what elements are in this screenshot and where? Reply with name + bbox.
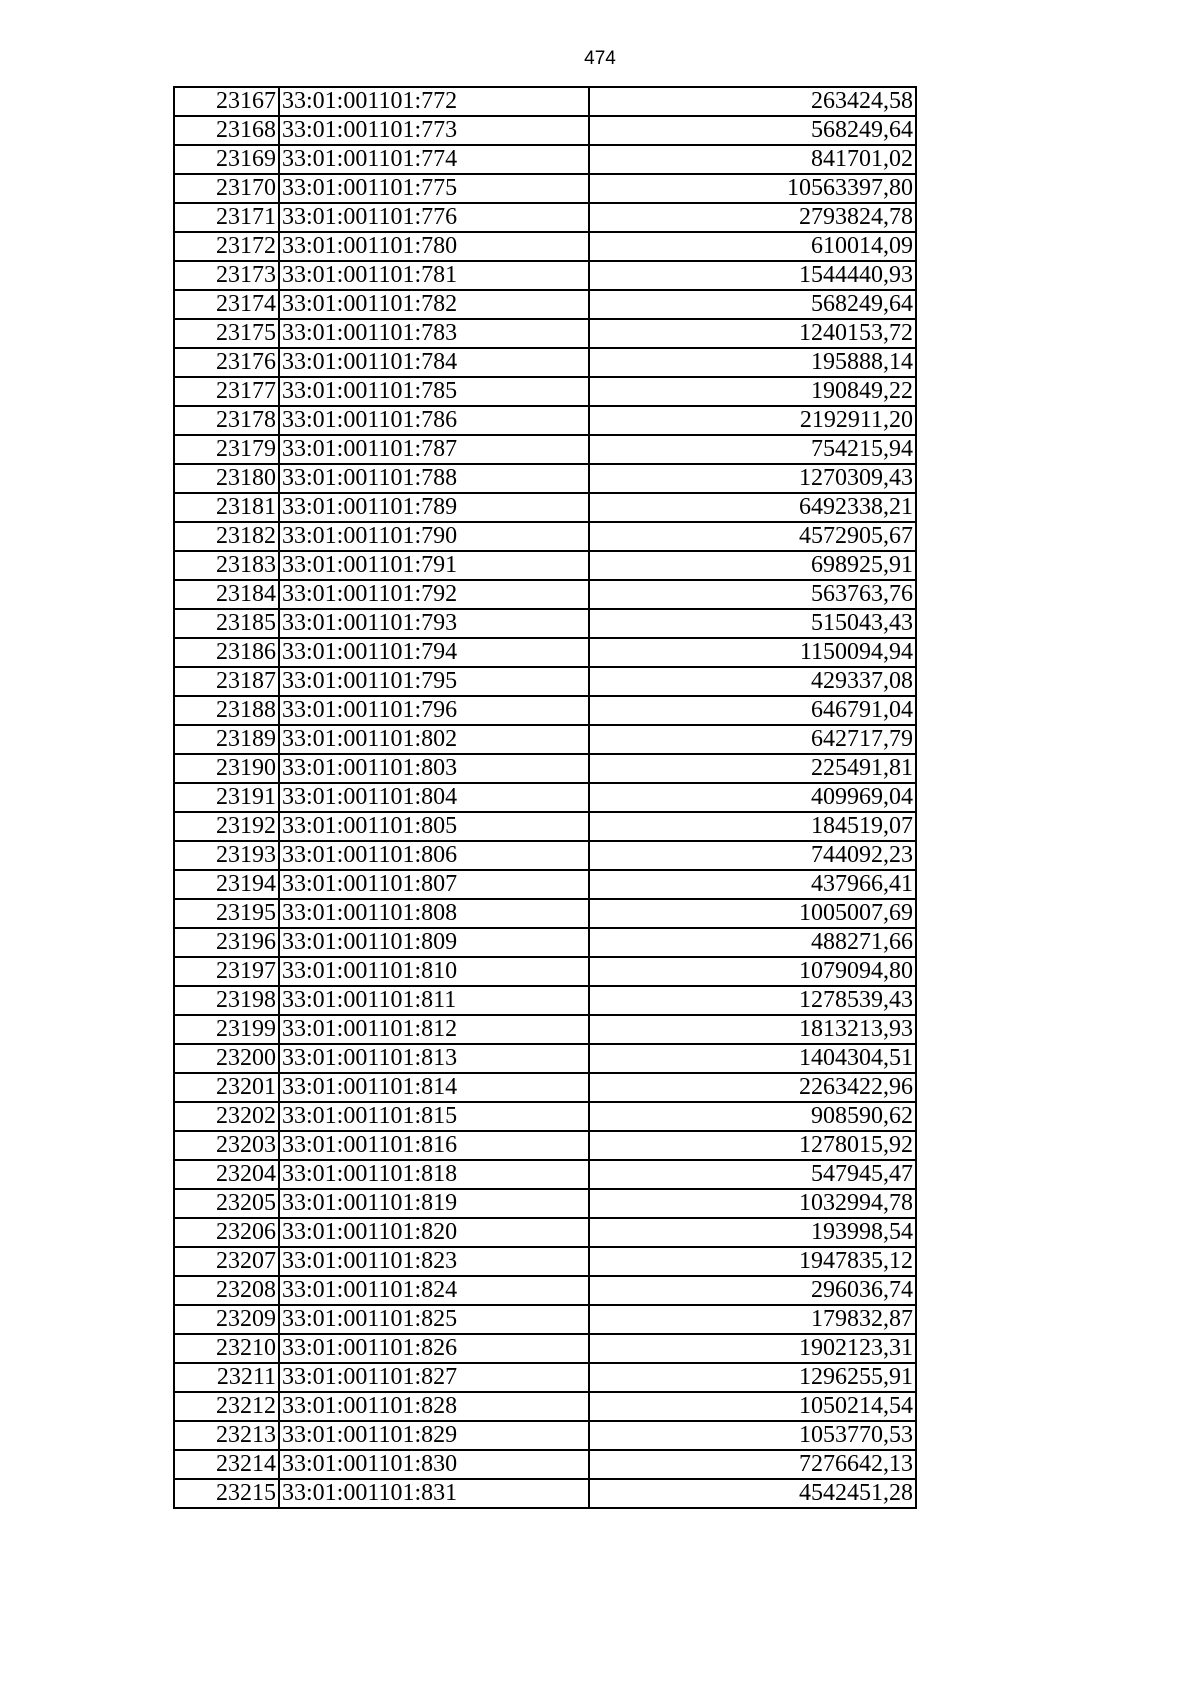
cadastral-value: 1278539,43 — [589, 986, 916, 1015]
row-number: 23203 — [174, 1131, 279, 1160]
table-row — [174, 1247, 916, 1276]
cadastral-value: 547945,47 — [589, 1160, 916, 1189]
cadastral-value: 1079094,80 — [589, 957, 916, 986]
cadastral-value: 1278015,92 — [589, 1131, 916, 1160]
cadastral-number: 33:01:001101:814 — [279, 1073, 589, 1102]
cadastral-value: 4572905,67 — [589, 522, 916, 551]
cadastral-number: 33:01:001101:816 — [279, 1131, 589, 1160]
cadastral-number: 33:01:001101:776 — [279, 203, 589, 232]
table-row — [174, 1131, 916, 1160]
cadastral-value: 296036,74 — [589, 1276, 916, 1305]
cadastral-value: 1005007,69 — [589, 899, 916, 928]
cadastral-value: 7276642,13 — [589, 1450, 916, 1479]
cadastral-value: 429337,08 — [589, 667, 916, 696]
table-row — [174, 145, 916, 174]
cadastral-number: 33:01:001101:811 — [279, 986, 589, 1015]
table-row — [174, 870, 916, 899]
cadastral-value: 10563397,80 — [589, 174, 916, 203]
cadastral-value: 184519,07 — [589, 812, 916, 841]
cadastral-number: 33:01:001101:826 — [279, 1334, 589, 1363]
table-row — [174, 638, 916, 667]
cadastral-value: 193998,54 — [589, 1218, 916, 1247]
cadastral-number: 33:01:001101:788 — [279, 464, 589, 493]
table-row — [174, 1334, 916, 1363]
row-number: 23195 — [174, 899, 279, 928]
table-row — [174, 667, 916, 696]
cadastral-value: 841701,02 — [589, 145, 916, 174]
cadastral-value: 195888,14 — [589, 348, 916, 377]
cadastral-number: 33:01:001101:784 — [279, 348, 589, 377]
table-row — [174, 87, 916, 116]
table-row — [174, 841, 916, 870]
table-row — [174, 1479, 916, 1508]
row-number: 23198 — [174, 986, 279, 1015]
cadastral-number: 33:01:001101:789 — [279, 493, 589, 522]
row-number: 23183 — [174, 551, 279, 580]
table-row — [174, 1044, 916, 1073]
table-row — [174, 1363, 916, 1392]
table-row — [174, 551, 916, 580]
cadastral-number: 33:01:001101:786 — [279, 406, 589, 435]
cadastral-number: 33:01:001101:825 — [279, 1305, 589, 1334]
table-row — [174, 522, 916, 551]
cadastral-value: 1240153,72 — [589, 319, 916, 348]
cadastral-value: 1270309,43 — [589, 464, 916, 493]
cadastral-number: 33:01:001101:830 — [279, 1450, 589, 1479]
row-number: 23209 — [174, 1305, 279, 1334]
row-number: 23175 — [174, 319, 279, 348]
cadastral-value: 1902123,31 — [589, 1334, 916, 1363]
cadastral-number: 33:01:001101:783 — [279, 319, 589, 348]
cadastral-number: 33:01:001101:772 — [279, 87, 589, 116]
cadastral-value: 754215,94 — [589, 435, 916, 464]
cadastral-number: 33:01:001101:827 — [279, 1363, 589, 1392]
cadastral-number: 33:01:001101:795 — [279, 667, 589, 696]
cadastral-number: 33:01:001101:808 — [279, 899, 589, 928]
row-number: 23168 — [174, 116, 279, 145]
cadastral-number: 33:01:001101:796 — [279, 696, 589, 725]
row-number: 23212 — [174, 1392, 279, 1421]
table-row — [174, 812, 916, 841]
row-number: 23194 — [174, 870, 279, 899]
cadastral-number: 33:01:001101:829 — [279, 1421, 589, 1450]
cadastral-number: 33:01:001101:787 — [279, 435, 589, 464]
row-number: 23191 — [174, 783, 279, 812]
row-number: 23170 — [174, 174, 279, 203]
row-number: 23207 — [174, 1247, 279, 1276]
cadastral-value: 263424,58 — [589, 87, 916, 116]
row-number: 23181 — [174, 493, 279, 522]
table-row — [174, 232, 916, 261]
row-number: 23186 — [174, 638, 279, 667]
row-number: 23196 — [174, 928, 279, 957]
cadastral-number: 33:01:001101:831 — [279, 1479, 589, 1508]
cadastral-number: 33:01:001101:815 — [279, 1102, 589, 1131]
cadastral-value: 1050214,54 — [589, 1392, 916, 1421]
cadastral-value: 744092,23 — [589, 841, 916, 870]
table-row — [174, 464, 916, 493]
cadastral-number: 33:01:001101:782 — [279, 290, 589, 319]
cadastral-value: 1296255,91 — [589, 1363, 916, 1392]
row-number: 23192 — [174, 812, 279, 841]
table-row — [174, 203, 916, 232]
cadastral-value: 190849,22 — [589, 377, 916, 406]
cadastral-value: 1813213,93 — [589, 1015, 916, 1044]
cadastral-value: 908590,62 — [589, 1102, 916, 1131]
cadastral-number: 33:01:001101:775 — [279, 174, 589, 203]
cadastral-number: 33:01:001101:810 — [279, 957, 589, 986]
table-row — [174, 348, 916, 377]
cadastral-number: 33:01:001101:805 — [279, 812, 589, 841]
table-row — [174, 725, 916, 754]
cadastral-value: 610014,09 — [589, 232, 916, 261]
cadastral-value: 568249,64 — [589, 116, 916, 145]
table-row — [174, 1392, 916, 1421]
table-row — [174, 696, 916, 725]
row-number: 23214 — [174, 1450, 279, 1479]
table-row — [174, 754, 916, 783]
cadastral-number: 33:01:001101:819 — [279, 1189, 589, 1218]
cadastral-value: 1150094,94 — [589, 638, 916, 667]
row-number: 23206 — [174, 1218, 279, 1247]
cadastral-number: 33:01:001101:793 — [279, 609, 589, 638]
cadastral-value: 1053770,53 — [589, 1421, 916, 1450]
table-row — [174, 1073, 916, 1102]
cadastral-value: 698925,91 — [589, 551, 916, 580]
row-number: 23173 — [174, 261, 279, 290]
table-row — [174, 1421, 916, 1450]
cadastral-value: 642717,79 — [589, 725, 916, 754]
cadastral-number: 33:01:001101:790 — [279, 522, 589, 551]
cadastral-number: 33:01:001101:803 — [279, 754, 589, 783]
cadastral-number: 33:01:001101:780 — [279, 232, 589, 261]
table-row — [174, 1189, 916, 1218]
cadastral-value: 6492338,21 — [589, 493, 916, 522]
row-number: 23208 — [174, 1276, 279, 1305]
row-number: 23202 — [174, 1102, 279, 1131]
row-number: 23182 — [174, 522, 279, 551]
row-number: 23187 — [174, 667, 279, 696]
cadastral-number: 33:01:001101:804 — [279, 783, 589, 812]
page-number: 474 — [584, 48, 616, 69]
cadastral-value-table — [173, 86, 917, 1509]
row-number: 23176 — [174, 348, 279, 377]
row-number: 23193 — [174, 841, 279, 870]
cadastral-number: 33:01:001101:781 — [279, 261, 589, 290]
row-number: 23172 — [174, 232, 279, 261]
cadastral-value: 646791,04 — [589, 696, 916, 725]
cadastral-value: 515043,43 — [589, 609, 916, 638]
cadastral-value: 1947835,12 — [589, 1247, 916, 1276]
cadastral-number: 33:01:001101:802 — [279, 725, 589, 754]
table-row — [174, 493, 916, 522]
cadastral-number: 33:01:001101:824 — [279, 1276, 589, 1305]
table-row — [174, 928, 916, 957]
row-number: 23169 — [174, 145, 279, 174]
row-number: 23180 — [174, 464, 279, 493]
cadastral-number: 33:01:001101:785 — [279, 377, 589, 406]
cadastral-value: 1404304,51 — [589, 1044, 916, 1073]
row-number: 23215 — [174, 1479, 279, 1508]
table-row — [174, 377, 916, 406]
table-row — [174, 290, 916, 319]
row-number: 23199 — [174, 1015, 279, 1044]
cadastral-value: 225491,81 — [589, 754, 916, 783]
cadastral-number: 33:01:001101:813 — [279, 1044, 589, 1073]
cadastral-number: 33:01:001101:820 — [279, 1218, 589, 1247]
table-row — [174, 116, 916, 145]
table-row — [174, 1276, 916, 1305]
row-number: 23177 — [174, 377, 279, 406]
table-body — [174, 87, 916, 1508]
cadastral-number: 33:01:001101:794 — [279, 638, 589, 667]
row-number: 23188 — [174, 696, 279, 725]
cadastral-value: 1032994,78 — [589, 1189, 916, 1218]
cadastral-value: 4542451,28 — [589, 1479, 916, 1508]
row-number: 23179 — [174, 435, 279, 464]
table-row — [174, 580, 916, 609]
table-row — [174, 957, 916, 986]
table-row — [174, 1218, 916, 1247]
row-number: 23189 — [174, 725, 279, 754]
cadastral-value: 179832,87 — [589, 1305, 916, 1334]
cadastral-value: 2192911,20 — [589, 406, 916, 435]
cadastral-number: 33:01:001101:774 — [279, 145, 589, 174]
table-row — [174, 986, 916, 1015]
cadastral-number: 33:01:001101:809 — [279, 928, 589, 957]
row-number: 23211 — [174, 1363, 279, 1392]
cadastral-value: 1544440,93 — [589, 261, 916, 290]
table-row — [174, 174, 916, 203]
cadastral-value: 2263422,96 — [589, 1073, 916, 1102]
table-row — [174, 783, 916, 812]
cadastral-value: 2793824,78 — [589, 203, 916, 232]
table-row — [174, 1450, 916, 1479]
table-row — [174, 609, 916, 638]
row-number: 23201 — [174, 1073, 279, 1102]
row-number: 23174 — [174, 290, 279, 319]
cadastral-number: 33:01:001101:828 — [279, 1392, 589, 1421]
cadastral-number: 33:01:001101:823 — [279, 1247, 589, 1276]
row-number: 23205 — [174, 1189, 279, 1218]
cadastral-value: 568249,64 — [589, 290, 916, 319]
table-row — [174, 1102, 916, 1131]
table-row — [174, 1160, 916, 1189]
table-row — [174, 261, 916, 290]
cadastral-number: 33:01:001101:807 — [279, 870, 589, 899]
row-number: 23171 — [174, 203, 279, 232]
cadastral-number: 33:01:001101:773 — [279, 116, 589, 145]
table-row — [174, 406, 916, 435]
table-row — [174, 319, 916, 348]
row-number: 23190 — [174, 754, 279, 783]
table-row — [174, 435, 916, 464]
cadastral-number: 33:01:001101:806 — [279, 841, 589, 870]
cadastral-number: 33:01:001101:812 — [279, 1015, 589, 1044]
cadastral-number: 33:01:001101:792 — [279, 580, 589, 609]
row-number: 23204 — [174, 1160, 279, 1189]
cadastral-number: 33:01:001101:791 — [279, 551, 589, 580]
table-row — [174, 899, 916, 928]
cadastral-number: 33:01:001101:818 — [279, 1160, 589, 1189]
row-number: 23197 — [174, 957, 279, 986]
cadastral-value: 563763,76 — [589, 580, 916, 609]
row-number: 23213 — [174, 1421, 279, 1450]
row-number: 23184 — [174, 580, 279, 609]
row-number: 23178 — [174, 406, 279, 435]
row-number: 23167 — [174, 87, 279, 116]
cadastral-value: 488271,66 — [589, 928, 916, 957]
row-number: 23200 — [174, 1044, 279, 1073]
cadastral-value: 437966,41 — [589, 870, 916, 899]
table-row — [174, 1305, 916, 1334]
row-number: 23210 — [174, 1334, 279, 1363]
table-row — [174, 1015, 916, 1044]
cadastral-value: 409969,04 — [589, 783, 916, 812]
row-number: 23185 — [174, 609, 279, 638]
